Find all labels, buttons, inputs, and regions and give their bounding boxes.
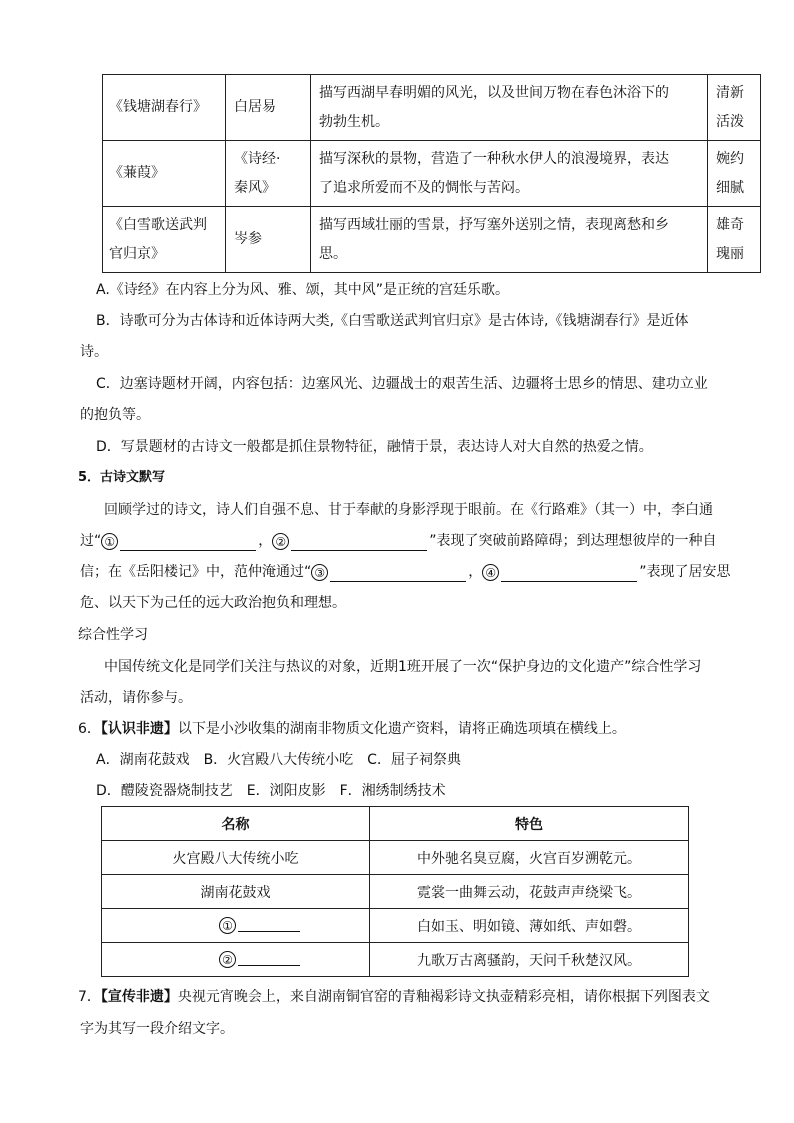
poem-author: 白居易 bbox=[226, 75, 311, 141]
section-intro: 中国传统文化是同学们关注与热议的对象，近期1班开展了一次“保护身边的文化遗产”综合性学习 bbox=[104, 659, 702, 675]
heritage-name-blank[interactable] bbox=[102, 943, 370, 977]
table-row bbox=[102, 875, 689, 909]
heritage-feature: 白如玉、明如镜、薄如纸、声如磬。 bbox=[370, 909, 689, 943]
poem-style: 清新 活泼 bbox=[708, 75, 761, 141]
option-c: C．边塞诗题材开阔，内容包括：边塞风光、边疆战士的艰苦生活、边疆将士思乡的情思、建功立业 bbox=[96, 376, 708, 392]
poem-title: 《蒹葭》 bbox=[103, 141, 226, 207]
section-intro-cont: 活动，请你参与。 bbox=[80, 690, 192, 706]
heritage-feature: 九歌万古离骚韵，天问千秋楚汉风。 bbox=[370, 943, 689, 977]
table-row bbox=[103, 75, 761, 141]
heritage-feature: 霓裳一曲舞云动，花鼓声声绕梁飞。 bbox=[370, 875, 689, 909]
blank-marker: ② bbox=[219, 951, 236, 968]
heritage-name: 湖南花鼓戏 bbox=[102, 875, 370, 909]
table-row bbox=[103, 207, 761, 273]
poem-content: 描写深秋的景物，营造了一种秋水伊人的浪漫境界，表达 了追求所爱而不及的惆怅与苦闷。 bbox=[311, 141, 708, 207]
blank-marker: ① bbox=[101, 533, 118, 550]
blank-4[interactable] bbox=[501, 565, 637, 582]
heritage-table bbox=[101, 806, 689, 977]
option-c-cont: 的抱负等。 bbox=[80, 407, 150, 423]
table-header-row bbox=[102, 807, 689, 841]
column-header: 特色 bbox=[370, 807, 689, 841]
q5-paragraph-1: 回顾学过的诗文，诗人们自强不息、甘于奉献的身影浮现于眼前。在《行路难》（其一）中，李白通 bbox=[104, 502, 713, 518]
option-b-cont: 诗。 bbox=[80, 344, 108, 360]
poem-content: 描写西域壮丽的雪景，抒写塞外送别之情，表现离愁和乡 思。 bbox=[311, 207, 708, 273]
q5-heading: 5．古诗文默写 bbox=[78, 470, 166, 485]
q5-paragraph-4: 危、以天下为己任的远大政治抱负和理想。 bbox=[80, 595, 346, 611]
blank-marker: ② bbox=[272, 533, 289, 550]
poem-table bbox=[102, 74, 761, 273]
poem-content: 描写西湖早春明媚的风光，以及世间万物在春色沐浴下的 勃勃生机。 bbox=[311, 75, 708, 141]
blank-3[interactable] bbox=[330, 565, 466, 582]
table-row bbox=[103, 141, 761, 207]
poem-style: 雄奇 瑰丽 bbox=[708, 207, 761, 273]
table-row bbox=[102, 909, 689, 943]
table-row bbox=[102, 943, 689, 977]
q6-options-row-2: D．醴陵瓷器烧制技艺 E．浏阳皮影 F．湘绣制绣技术 bbox=[96, 783, 446, 799]
q6-prompt: 6．【认识非遗】以下是小沙收集的湖南非物质文化遗产资料，请将正确选项填在横线上。 bbox=[78, 721, 626, 737]
blank-marker: ④ bbox=[482, 564, 499, 581]
heritage-feature: 中外驰名臭豆腐，火宫百岁溯乾元。 bbox=[370, 841, 689, 875]
poem-title: 《钱塘湖春行》 bbox=[103, 75, 226, 141]
option-d: D．写景题材的古诗文一般都是抓住景物特征，融情于景，表达诗人对大自然的热爱之情。 bbox=[96, 439, 653, 455]
blank-marker: ① bbox=[219, 917, 236, 934]
poem-author: 岑参 bbox=[226, 207, 311, 273]
section-title: 综合性学习 bbox=[78, 627, 148, 643]
blank-1[interactable] bbox=[120, 534, 256, 551]
q5-paragraph-3: 信；在《岳阳楼记》中，范仲淹通过“ ③ ， ④ ”表现了居安思 bbox=[80, 564, 731, 580]
poem-style: 婉约 细腻 bbox=[708, 141, 761, 207]
table-row bbox=[102, 841, 689, 875]
poem-title: 《白雪歌送武判 官归京》 bbox=[103, 207, 226, 273]
q5-paragraph-2: 过“ ① ， ② ”表现了突破前路障碍；到达理想彼岸的一种自 bbox=[80, 533, 717, 549]
blank-2[interactable] bbox=[291, 534, 427, 551]
option-b: B．诗歌可分为古体诗和近体诗两大类,《白雪歌送武判官归京》是古体诗,《钱塘湖春行》是近体 bbox=[96, 313, 689, 329]
option-a: A.《诗经》在内容上分为风、雅、颂，其中风”是正统的宫廷乐歌。 bbox=[96, 282, 510, 298]
blank-marker: ③ bbox=[311, 564, 328, 581]
answer-blank[interactable] bbox=[238, 919, 300, 932]
poem-author: 《诗经· 秦风》 bbox=[226, 141, 311, 207]
q6-options-row-1: A．湖南花鼓戏 B．火宫殿八大传统小吃 C．屈子祠祭典 bbox=[96, 752, 461, 768]
q7-prompt-cont: 字为其写一段介绍文字。 bbox=[80, 1021, 234, 1037]
heritage-name: 火宫殿八大传统小吃 bbox=[102, 841, 370, 875]
answer-blank[interactable] bbox=[238, 953, 300, 966]
q7-prompt: 7．【宣传非遗】央视元宵晚会上，来自湖南铜官窑的青釉褐彩诗文执壶精彩亮相，请你根据下列图表文 bbox=[78, 989, 710, 1005]
heritage-name-blank[interactable] bbox=[102, 909, 370, 943]
column-header: 名称 bbox=[102, 807, 370, 841]
